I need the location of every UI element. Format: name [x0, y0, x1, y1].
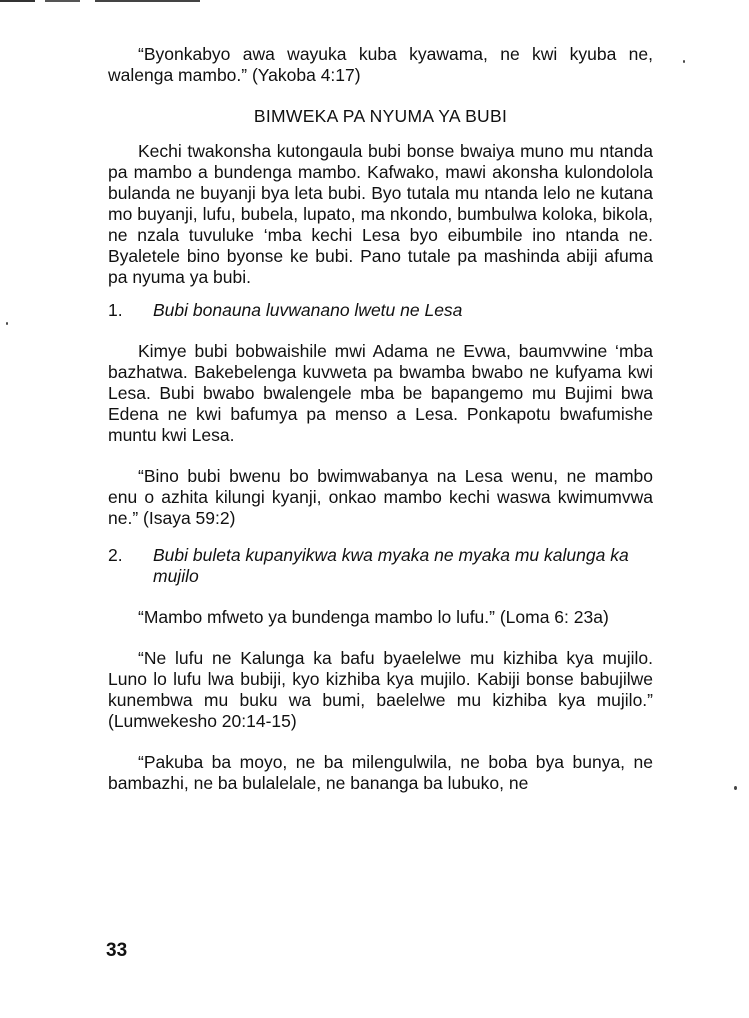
section-heading: BIMWEKA PA NYUMA YA BUBI [253, 106, 508, 126]
quote-isaya: “Bino bubi bwenu bo bwimwabanya na Lesa wenu, ne mambo enu o azhita kilungi kyanji, onkao mambo kechi waswa kwimumvwa ne.” (Isaya 59:2) [108, 466, 653, 528]
quote-lumwekesho: “Ne lufu ne Kalunga ka bafu byaelelwe mu kizhiba kya mujilo. Luno lo lufu lwa bubiji, kyo kizhiba kya mujilo. Kabiji bonse babujilwe kunembwa mu buku wa bumi, baelelwe mu kizhiba kya mujilo.” (Lumwekesho 20:14-15) [108, 648, 653, 731]
point-title: Bubi buleta kupanyikwa kwa myaka ne myaka mu kalunga ka mujilo [153, 545, 629, 586]
quote-continued: “Pakuba ba moyo, ne ba milengulwila, ne boba bya bunya, ne bambazhi, ne ba bulalelale, ne bananga ba lubuko, ne [108, 752, 653, 793]
page-number: 33 [106, 940, 128, 961]
numbered-point-2 [108, 545, 653, 587]
numbered-point-1 [108, 300, 653, 321]
point-number: 2. [108, 545, 123, 565]
intro-paragraph: Kechi twakonsha kutongaula bubi bonse bwaiya muno mu ntanda pa mambo a bundenga mambo. Kafwako, mawi akonsha kulondolola bulanda ne buyanji bya leta bubi. Byo tutala mu ntanda lelo ne kutana mo buyanji, lufu, bubela, lupato, ma nkondo, bumbulwa koloka, bikola, ne nzala tuvuluke ‘mba kechi Lesa byo eibumbile ino ntanda ne. Byaletele bino byonse ke bubi. Pano tutale pa mashinda abiji afuma pa nyuma ya bubi. [108, 141, 653, 287]
point-title: Bubi bonauna luvwanano lwetu ne Lesa [153, 300, 463, 320]
scan-speck [734, 786, 737, 790]
scan-top-edge [0, 0, 200, 2]
scan-speck [6, 322, 8, 325]
paragraph-adam-eve: Kimye bubi bobwaishile mwi Adama ne Evwa, baumvwine ‘mba bazhatwa. Bakebelenga kuvweta pa bwamba bwabo ne kufyama kwi Lesa. Bubi bwabo bwalengele mba be bapangemo mu Bujimi bwa Edena ne kwi bafumya pa menso a Lesa. Ponkapotu bwafumishe muntu kwi Lesa. [108, 341, 653, 445]
page-body [108, 44, 653, 794]
point-number: 1. [108, 300, 123, 320]
quote-loma: “Mambo mfweto ya bundenga mambo lo lufu.” (Loma 6: 23a) [138, 607, 609, 627]
opening-quote: “Byonkabyo awa wayuka kuba kyawama, ne kwi kyuba ne, walenga mambo.” (Yakoba 4:17) [108, 44, 653, 85]
scan-speck [683, 60, 685, 63]
